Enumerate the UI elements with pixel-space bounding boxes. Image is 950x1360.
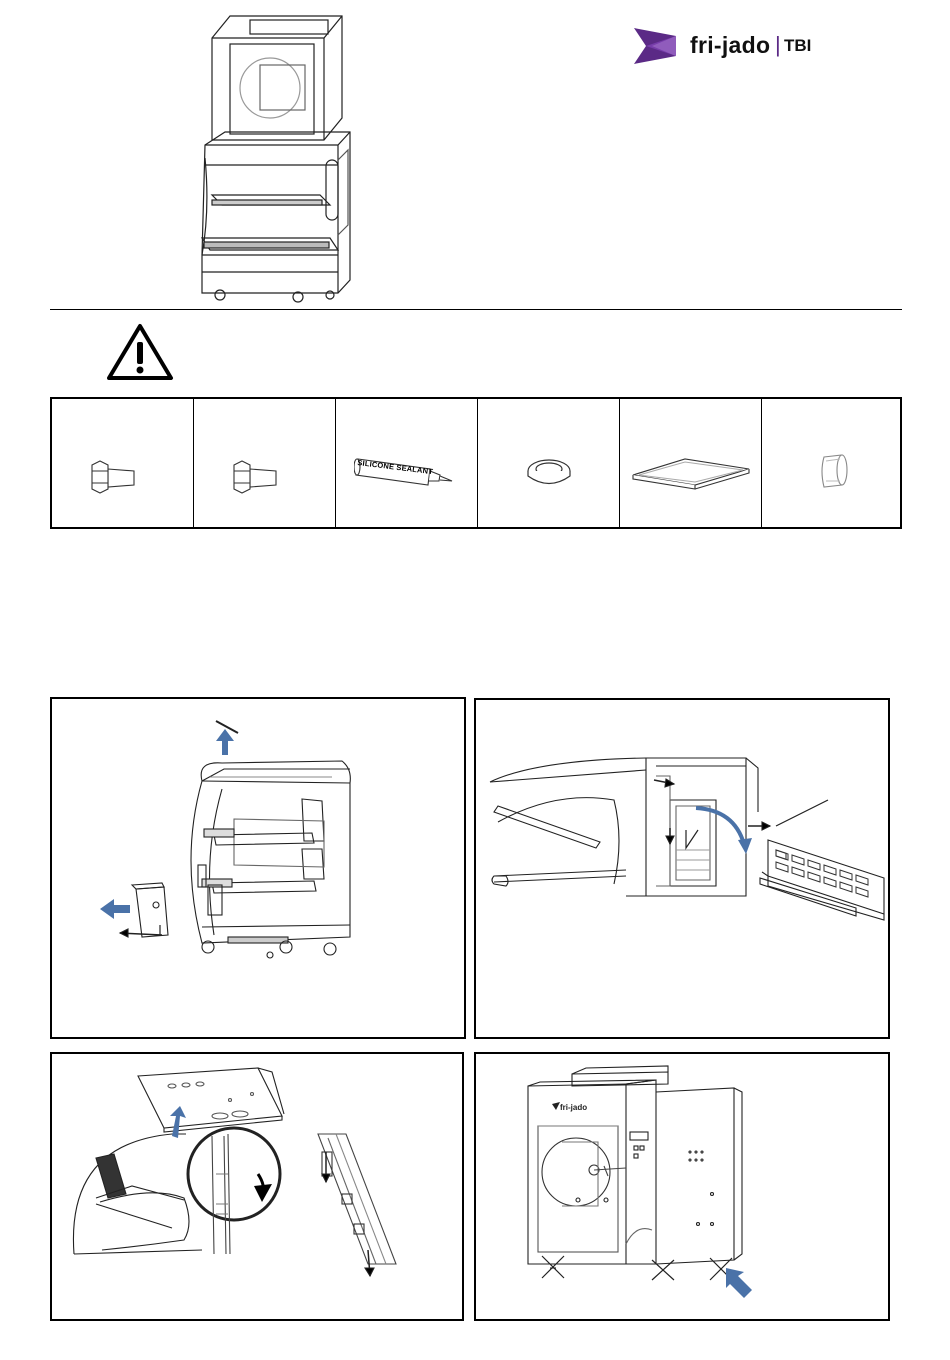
ring-washer-icon	[524, 455, 574, 489]
hex-bolt-icon	[86, 457, 146, 497]
remove-side-panel-illustration	[52, 699, 464, 1037]
step-figure-1	[50, 697, 466, 1039]
oven-cabinet-illustration	[476, 1054, 888, 1319]
remove-top-plate-illustration	[52, 1054, 462, 1319]
tray-plate-icon	[629, 455, 753, 495]
step-figure-4	[474, 1052, 890, 1321]
warning-icon	[106, 322, 174, 382]
parts-cell	[620, 399, 762, 527]
parts-cell	[52, 399, 194, 527]
brand-name: fri-jado	[690, 32, 771, 58]
product-illustration	[190, 10, 360, 305]
parts-cell	[336, 399, 478, 527]
plug-cap-icon	[814, 451, 854, 491]
remove-vent-grille-illustration	[476, 700, 888, 1037]
parts-cell	[762, 399, 902, 527]
oven-badge: fri-jado	[560, 1103, 588, 1112]
header-divider	[50, 309, 902, 310]
parts-cell	[478, 399, 620, 527]
logo-mark-icon	[632, 26, 684, 66]
parts-cell	[194, 399, 336, 527]
hex-bolt-icon	[228, 457, 288, 497]
sealant-label: SILICONE SEALANT	[356, 458, 434, 477]
step-figure-2	[474, 698, 890, 1039]
step-figure-3	[50, 1052, 464, 1321]
parts-table	[50, 397, 902, 529]
brand-separator: |	[775, 32, 781, 57]
brand-suffix: TBI	[784, 36, 812, 55]
brand-logo	[632, 26, 832, 68]
